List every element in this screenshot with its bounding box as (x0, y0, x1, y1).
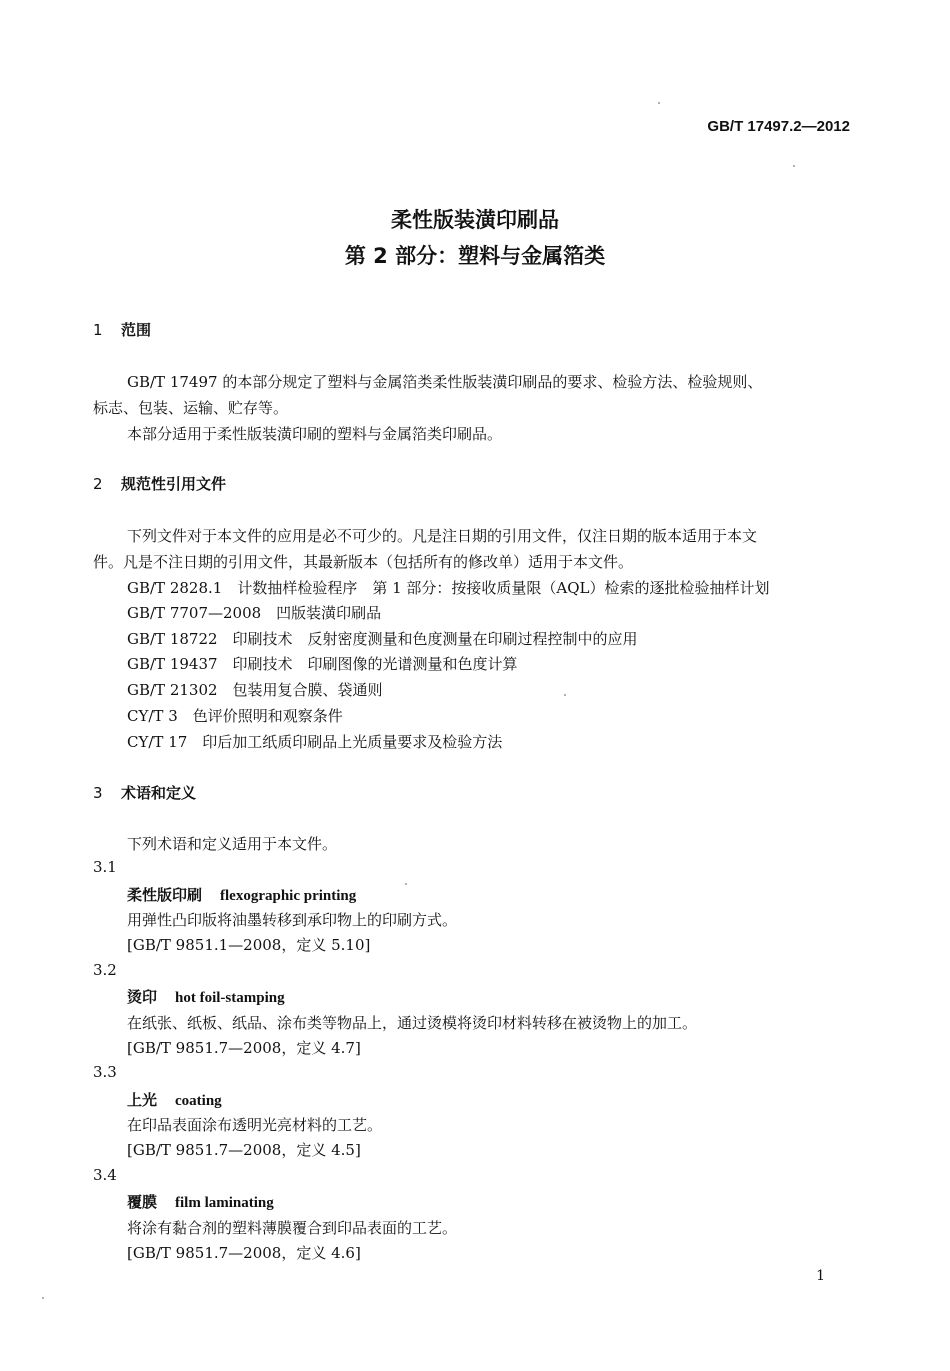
term-title (127, 1089, 222, 1110)
term-definition: 将涂有黏合剂的塑料薄膜覆合到印品表面的工艺。 (127, 1219, 458, 1237)
term-en: hot foil-stamping (175, 990, 285, 1006)
scan-speck (793, 165, 795, 167)
term-title (127, 1191, 274, 1212)
reference-item: GB/T 19437 印刷技术 印刷图像的光谱测量和色度计算 (127, 655, 518, 673)
reference-item: GB/T 21302 包装用复合膜、袋通则 (127, 681, 383, 699)
term-source: [GB/T 9851.7—2008，定义 4.6] (127, 1244, 361, 1262)
term-definition: 用弹性凸印版将油墨转移到承印物上的印刷方式。 (127, 911, 458, 929)
term-source: [GB/T 9851.1—2008，定义 5.10] (127, 936, 371, 954)
document-title-line2: 第 2 部分：塑料与金属箔类 (344, 244, 606, 268)
term-en: flexographic printing (220, 888, 357, 904)
scan-speck (658, 102, 660, 104)
term-number: 3.4 (93, 1166, 117, 1184)
reference-item: CY/T 17 印后加工纸质印刷品上光质量要求及检验方法 (127, 733, 503, 751)
scan-speck (405, 883, 407, 885)
term-zh: 覆膜 (127, 1193, 158, 1211)
section-number: 1 (93, 321, 103, 339)
section-title: 范围 (121, 321, 152, 339)
section-2-heading (93, 473, 226, 494)
term-en: coating (175, 1093, 222, 1109)
scope-paragraph-line1: GB/T 17497 的本部分规定了塑料与金属箔类柔性版装潢印刷品的要求、检验方法、检验规则、 (127, 373, 763, 391)
reference-item: GB/T 7707—2008 凹版装潢印刷品 (127, 604, 382, 622)
term-en: film laminating (175, 1195, 274, 1211)
term-definition: 在印品表面涂布透明光亮材料的工艺。 (127, 1116, 383, 1134)
term-number: 3.3 (93, 1063, 117, 1081)
term-title (127, 884, 356, 905)
terms-intro: 下列术语和定义适用于本文件。 (127, 835, 338, 853)
scope-paragraph-line2: 标志、包装、运输、贮存等。 (93, 399, 289, 417)
document-title-line1: 柔性版装潢印刷品 (391, 208, 559, 232)
section-1-heading (93, 319, 151, 340)
term-source: [GB/T 9851.7—2008，定义 4.7] (127, 1039, 361, 1057)
term-number: 3.2 (93, 961, 117, 979)
term-definition: 在纸张、纸板、纸品、涂布类等物品上，通过烫模将烫印材料转移在被烫物上的加工。 (127, 1014, 698, 1032)
section-title: 规范性引用文件 (121, 475, 227, 493)
term-number: 3.1 (93, 858, 117, 876)
term-source: [GB/T 9851.7—2008，定义 4.5] (127, 1141, 361, 1159)
normative-intro-line1: 下列文件对于本文件的应用是必不可少的。凡是注日期的引用文件，仅注日期的版本适用于本文 (127, 527, 758, 545)
reference-item: CY/T 3 色评价照明和观察条件 (127, 707, 343, 725)
scan-speck (564, 694, 566, 696)
term-title (127, 986, 285, 1007)
standard-code: GB/T 17497.2—2012 (707, 118, 850, 135)
section-number: 3 (93, 784, 103, 802)
term-zh: 上光 (127, 1091, 158, 1109)
section-number: 2 (93, 475, 103, 493)
reference-item: GB/T 18722 印刷技术 反射密度测量和色度测量在印刷过程控制中的应用 (127, 630, 638, 648)
section-3-heading (93, 782, 196, 803)
scope-applicability: 本部分适用于柔性版装潢印刷的塑料与金属箔类印刷品。 (127, 425, 503, 443)
normative-intro-line2: 件。凡是不注日期的引用文件，其最新版本（包括所有的修改单）适用于本文件。 (93, 553, 634, 571)
term-zh: 烫印 (127, 988, 158, 1006)
term-zh: 柔性版印刷 (127, 886, 203, 904)
section-title: 术语和定义 (121, 784, 197, 802)
scan-speck (42, 1297, 44, 1299)
page-number: 1 (816, 1268, 825, 1284)
reference-item: GB/T 2828.1 计数抽样检验程序 第 1 部分：按接收质量限（AQL）检索的逐批检验抽样计划 (127, 579, 770, 597)
